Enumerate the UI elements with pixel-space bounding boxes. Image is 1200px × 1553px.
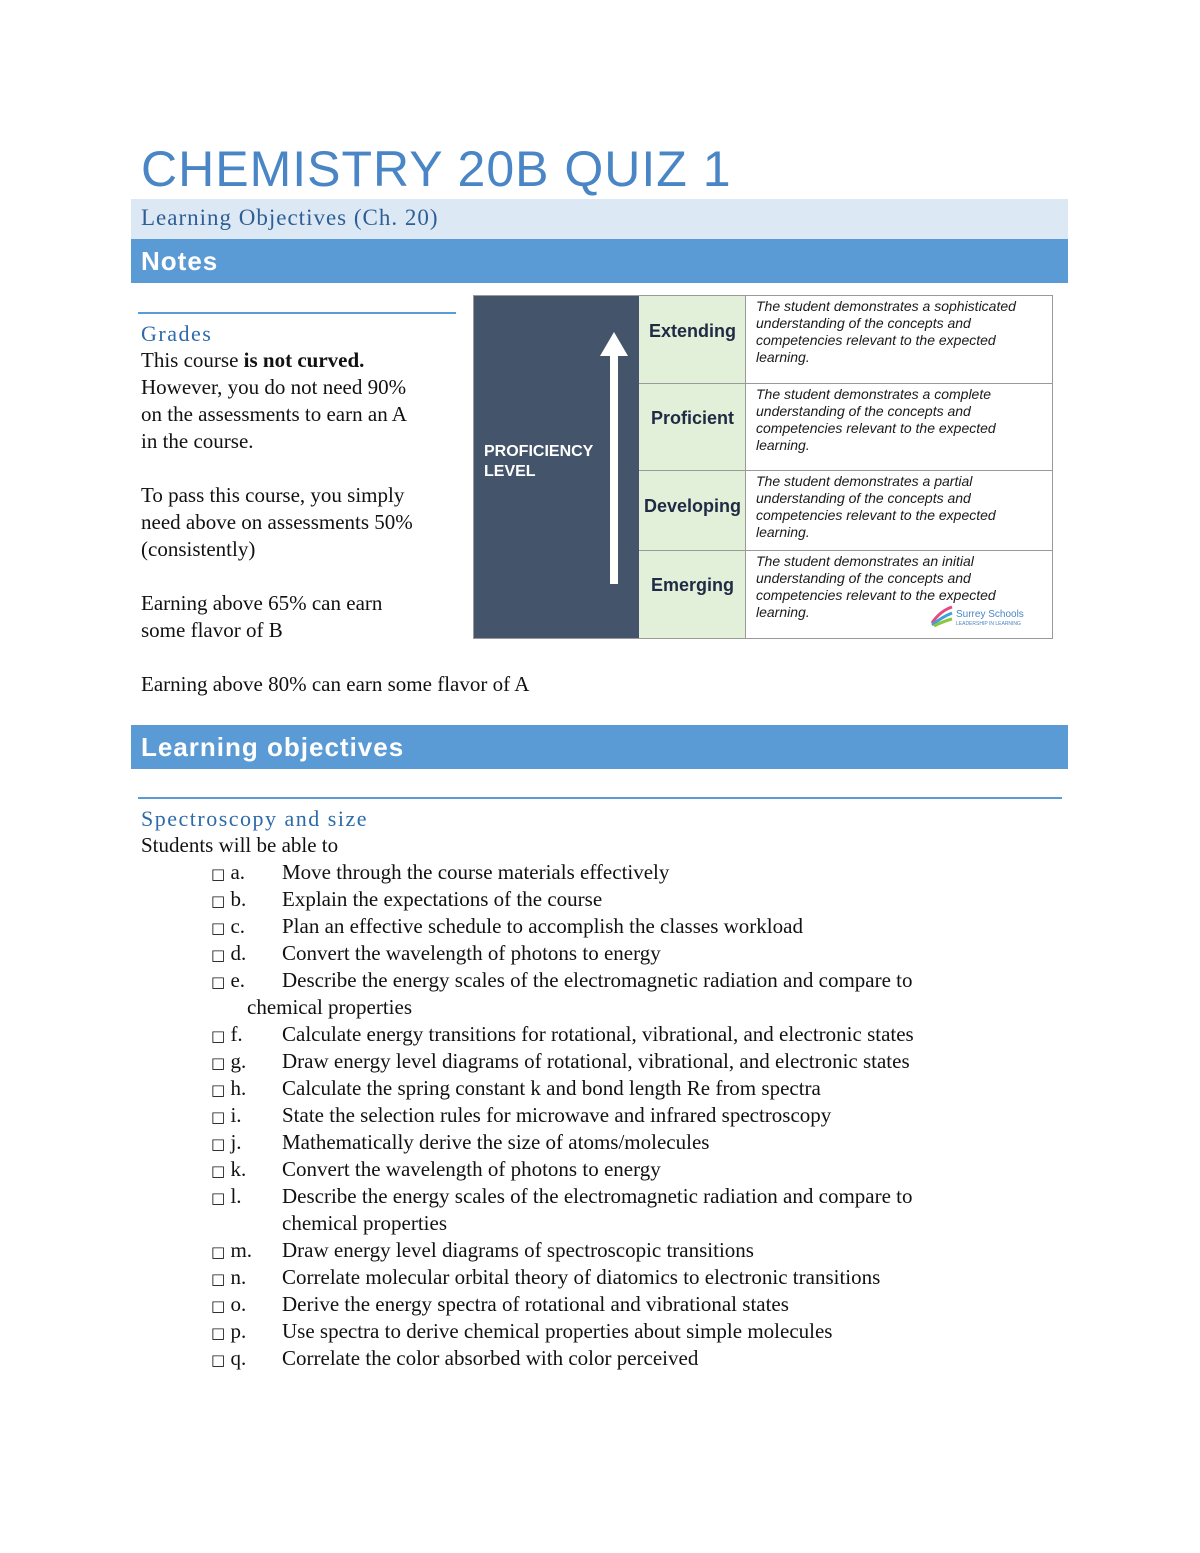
level-name-extending: Extending	[648, 321, 736, 341]
not-curved-emphasis: is not curved.	[243, 348, 365, 372]
grades-line-7: (consistently)	[141, 537, 256, 561]
checkbox-icon[interactable]: □	[211, 1270, 226, 1288]
objective-text: Correlate molecular orbital theory of diatomics to electronic transitions	[282, 1265, 881, 1289]
grades-line-8: Earning above 65% can earn	[141, 591, 383, 615]
objective-checkbox-and-letter[interactable]	[211, 1103, 242, 1128]
level-description-text-emerging: The student demonstrates an initial understanding of the concepts and competencies relevant to the expected learning.	[756, 553, 996, 620]
grades-spacer-1	[141, 455, 529, 482]
objective-text: Calculate the spring constant k and bond length Re from spectra	[282, 1076, 821, 1100]
objective-letter: q.	[225, 1346, 247, 1370]
objective-checkbox-and-letter[interactable]	[211, 914, 245, 939]
objective-checkbox-and-letter[interactable]	[211, 941, 246, 966]
objective-letter: n.	[225, 1265, 247, 1289]
level-cell-extending	[639, 296, 746, 384]
grades-rule	[138, 312, 456, 314]
level-description-text-developing: The student demonstrates a partial understanding of the concepts and competencies relevant to the expected learning.	[756, 473, 996, 540]
grades-line-1	[141, 347, 529, 374]
objectives-intro: Students will be able to	[141, 833, 339, 857]
level-cell-emerging	[639, 551, 746, 638]
grades-line-5: To pass this course, you simply	[141, 483, 405, 507]
grades-line-3: on the assessments to earn an A	[141, 402, 407, 426]
surrey-schools-logo-tagline: LEADERSHIP IN LEARNING	[956, 621, 1021, 627]
objective-checkbox-and-letter[interactable]	[211, 1265, 246, 1290]
checkbox-icon[interactable]: □	[211, 946, 226, 964]
objective-checkbox-and-letter[interactable]	[211, 1130, 242, 1155]
checkbox-icon[interactable]: □	[211, 1054, 226, 1072]
objective-checkbox-and-letter[interactable]	[211, 887, 246, 912]
objectives-heading: Spectroscopy and size	[141, 806, 368, 831]
objective-text: Convert the wavelength of photons to energy	[282, 941, 661, 965]
grades-text	[141, 347, 529, 698]
objective-letter: m.	[225, 1238, 253, 1262]
objective-text: Correlate the color absorbed with color perceived	[282, 1346, 699, 1370]
objective-letter: i.	[225, 1103, 242, 1127]
objective-text: State the selection rules for microwave and infrared spectroscopy	[282, 1103, 832, 1127]
objective-text: Describe the energy scales of the electromagnetic radiation and compare to	[282, 968, 913, 992]
objective-letter: d.	[225, 941, 247, 965]
objective-text: Describe the energy scales of the electromagnetic radiation and compare to	[282, 1184, 913, 1208]
checkbox-icon[interactable]: □	[211, 1027, 226, 1045]
objective-letter: p.	[225, 1319, 247, 1343]
objective-text: Move through the course materials effectively	[282, 860, 670, 884]
checkbox-icon[interactable]: □	[211, 892, 226, 910]
grades-line-4: in the course.	[141, 429, 254, 453]
objective-letter: b.	[225, 887, 247, 911]
checkbox-icon[interactable]: □	[211, 1324, 226, 1342]
grades-spacer-3	[141, 644, 529, 671]
proficiency-level-panel	[474, 296, 639, 638]
grades-line-1-a: This course	[141, 348, 244, 372]
objective-text: Calculate energy transitions for rotational, vibrational, and electronic states	[282, 1022, 914, 1046]
grades-line-10: Earning above 80% can earn some flavor of A	[141, 672, 530, 696]
objective-text: Draw energy level diagrams of rotational, vibrational, and electronic states	[282, 1049, 910, 1073]
checkbox-icon[interactable]: □	[211, 1081, 226, 1099]
objective-letter: h.	[225, 1076, 247, 1100]
checkbox-icon[interactable]: □	[211, 1297, 226, 1315]
level-description-emerging	[746, 551, 1052, 638]
objective-text: Derive the energy spectra of rotational and vibrational states	[282, 1292, 789, 1316]
objective-text-continuation: chemical properties	[247, 995, 413, 1019]
surrey-schools-logo-text: Surrey Schools	[956, 609, 1024, 620]
level-description-text-proficient: The student demonstrates a complete understanding of the concepts and competencies relevant to the expected learning.	[756, 386, 996, 453]
proficiency-level-label	[484, 442, 593, 482]
level-name-developing: Developing	[643, 496, 741, 516]
objectives-section-label: Learning objectives	[141, 732, 405, 762]
checkbox-icon[interactable]: □	[211, 919, 226, 937]
grades-line-9: some flavor of B	[141, 618, 283, 642]
objective-text: Draw energy level diagrams of spectroscopic transitions	[282, 1238, 754, 1262]
objective-checkbox-and-letter[interactable]	[211, 860, 245, 885]
page-title: CHEMISTRY 20B QUIZ 1	[141, 141, 732, 197]
checkbox-icon[interactable]: □	[211, 1189, 226, 1207]
objective-letter: k.	[225, 1157, 247, 1181]
objective-checkbox-and-letter[interactable]	[211, 1346, 246, 1371]
grades-heading: Grades	[141, 321, 213, 346]
level-name-proficient: Proficient	[650, 408, 734, 428]
objective-letter: c.	[225, 914, 246, 938]
checkbox-icon[interactable]: □	[211, 1108, 226, 1126]
objective-checkbox-and-letter[interactable]	[211, 1049, 246, 1074]
surrey-schools-logo-icon	[930, 605, 954, 627]
objective-text: Convert the wavelength of photons to energy	[282, 1157, 661, 1181]
objective-letter: l.	[225, 1184, 242, 1208]
notes-section-bar	[131, 239, 1068, 283]
objective-checkbox-and-letter[interactable]	[211, 1076, 246, 1101]
objective-text-continuation: chemical properties	[282, 1211, 448, 1235]
page-subtitle: Learning Objectives (Ch. 20)	[141, 205, 439, 230]
objectives-rule	[138, 797, 1062, 799]
level-cell-proficient	[639, 384, 746, 471]
objective-letter: j.	[225, 1130, 242, 1154]
proficiency-label-line-2: LEVEL	[484, 463, 536, 480]
grades-line-6: need above on assessments 50%	[141, 510, 413, 534]
objective-text: Plan an effective schedule to accomplish the classes workload	[282, 914, 803, 938]
objective-checkbox-and-letter[interactable]	[211, 1022, 243, 1047]
objective-text: Explain the expectations of the course	[282, 887, 603, 911]
grades-line-2: However, you do not need 90%	[141, 375, 407, 399]
objective-letter: f.	[225, 1022, 243, 1046]
checkbox-icon[interactable]: □	[211, 1162, 226, 1180]
objective-checkbox-and-letter[interactable]	[211, 1319, 246, 1344]
notes-section-label: Notes	[141, 246, 219, 276]
level-description-text-extending: The student demonstrates a sophisticated understanding of the concepts and competencies relevant to the expected learning.	[756, 298, 1016, 365]
objective-letter: a.	[225, 860, 246, 884]
objective-checkbox-and-letter[interactable]	[211, 1238, 252, 1263]
level-description-developing	[746, 471, 1052, 551]
objective-letter: e.	[225, 968, 246, 992]
proficiency-label-line-1: PROFICIENCY	[484, 443, 594, 460]
checkbox-icon[interactable]: □	[211, 1135, 226, 1153]
objective-letter: g.	[225, 1049, 247, 1073]
objective-checkbox-and-letter[interactable]	[211, 1184, 242, 1209]
objective-letter: o.	[225, 1292, 247, 1316]
objective-checkbox-and-letter[interactable]	[211, 1292, 246, 1317]
level-name-emerging: Emerging	[650, 575, 734, 595]
objective-text: Use spectra to derive chemical properties about simple molecules	[282, 1319, 833, 1343]
arrow-up-icon	[596, 332, 632, 588]
level-description-extending	[746, 296, 1052, 384]
level-description-proficient	[746, 384, 1052, 471]
objective-checkbox-and-letter[interactable]	[211, 968, 245, 993]
checkbox-icon[interactable]: □	[211, 973, 226, 991]
objective-text: Mathematically derive the size of atoms/molecules	[282, 1130, 710, 1154]
checkbox-icon[interactable]: □	[211, 1243, 226, 1261]
checkbox-icon[interactable]: □	[211, 865, 226, 883]
proficiency-scale-graphic	[473, 295, 1053, 639]
grades-spacer-2	[141, 563, 529, 590]
level-cell-developing	[639, 471, 746, 551]
checkbox-icon[interactable]: □	[211, 1351, 226, 1369]
objective-checkbox-and-letter[interactable]	[211, 1157, 246, 1182]
